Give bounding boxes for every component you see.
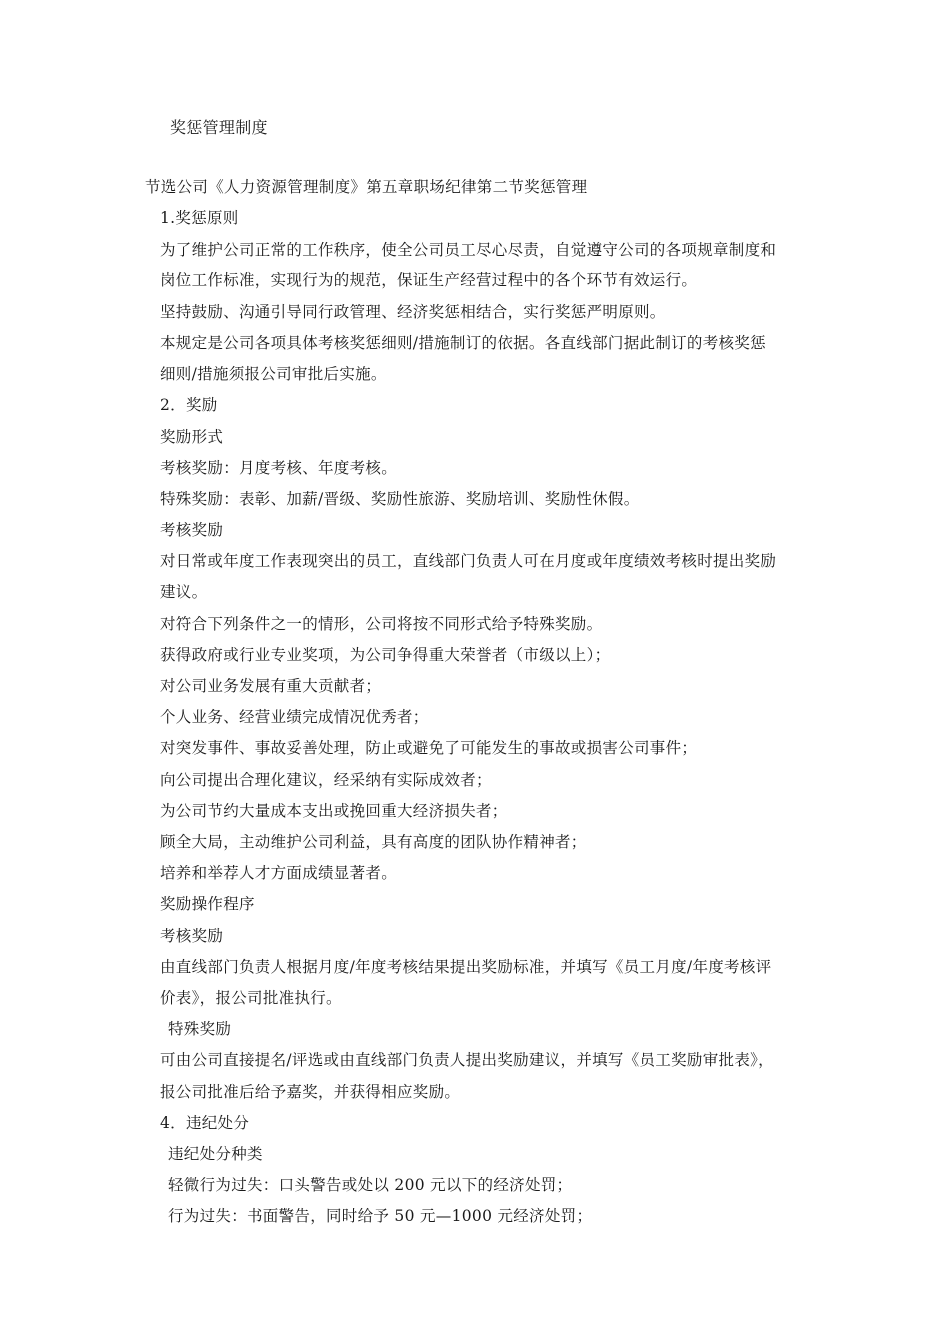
text-line: 对日常或年度工作表现突出的员工，直线部门负责人可在月度或年度绩效考核时提出奖励 <box>160 552 777 570</box>
text-line: 可由公司直接提名/评选或由直线部门负责人提出奖励建议，并填写《员工奖励审批表》， <box>160 1051 774 1069</box>
subsection-heading: 奖励形式 <box>160 428 224 446</box>
text-line: 建议。 <box>160 583 208 601</box>
subsection-heading: 违纪处分种类 <box>168 1145 263 1163</box>
text-line: 为了维护公司正常的工作秩序，使全公司员工尽心尽责，自觉遵守公司的各项规章制度和 <box>160 241 777 259</box>
list-item: 向公司提出合理化建议，经采纳有实际成效者； <box>160 771 492 789</box>
list-item: 对公司业务发展有重大贡献者； <box>160 677 382 695</box>
subsection-heading: 考核奖励 <box>160 521 224 539</box>
text-line: 岗位工作标准，实现行为的规范，保证生产经营过程中的各个环节有效运行。 <box>160 271 698 289</box>
text-line: 坚持鼓励、沟通引导同行政管理、经济奖惩相结合，实行奖惩严明原则。 <box>160 303 666 321</box>
list-item: 个人业务、经营业绩完成情况优秀者； <box>160 708 429 726</box>
list-item: 行为过失：书面警告，同时给予 50 元—1000 元经济处罚； <box>168 1207 593 1225</box>
text-line: 节选公司《人力资源管理制度》第五章职场纪律第二节奖惩管理 <box>145 178 588 196</box>
section-heading: 4．违纪处分 <box>160 1114 250 1132</box>
text-line: 细则/措施须报公司审批后实施。 <box>160 365 387 383</box>
text-line: 由直线部门负责人根据月度/年度考核结果提出奖励标准，并填写《员工月度/年度考核评 <box>160 958 772 976</box>
section-heading: 1.奖惩原则 <box>160 209 239 227</box>
text-line: 本规定是公司各项具体考核奖惩细则/措施制订的依据。各直线部门据此制订的考核奖惩 <box>160 334 766 352</box>
subsection-heading: 奖励操作程序 <box>160 895 255 913</box>
list-item: 为公司节约大量成本支出或挽回重大经济损失者； <box>160 802 508 820</box>
text-line: 考核奖励：月度考核、年度考核。 <box>160 459 398 477</box>
text-line: 特殊奖励：表彰、加薪/晋级、奖励性旅游、奖励培训、奖励性休假。 <box>160 490 640 508</box>
section-heading: 2．奖励 <box>160 396 218 414</box>
list-item: 培养和举荐人才方面成绩显著者。 <box>160 864 398 882</box>
text-line: 报公司批准后给予嘉奖，并获得相应奖励。 <box>160 1083 461 1101</box>
list-item: 对突发事件、事故妥善处理，防止或避免了可能发生的事故或损害公司事件； <box>160 739 698 757</box>
text-line: 对符合下列条件之一的情形，公司将按不同形式给予特殊奖励。 <box>160 615 603 633</box>
subsection-heading: 特殊奖励 <box>168 1020 232 1038</box>
list-item: 轻微行为过失：口头警告或处以 200 元以下的经济处罚； <box>168 1176 573 1194</box>
list-item: 获得政府或行业专业奖项，为公司争得重大荣誉者（市级以上）； <box>160 646 611 664</box>
document-title: 奖惩管理制度 <box>170 118 268 137</box>
text-line: 价表》，报公司批准执行。 <box>160 989 342 1007</box>
list-item: 顾全大局，主动维护公司利益，具有高度的团队协作精神者； <box>160 833 587 851</box>
subsection-heading: 考核奖励 <box>160 927 224 945</box>
